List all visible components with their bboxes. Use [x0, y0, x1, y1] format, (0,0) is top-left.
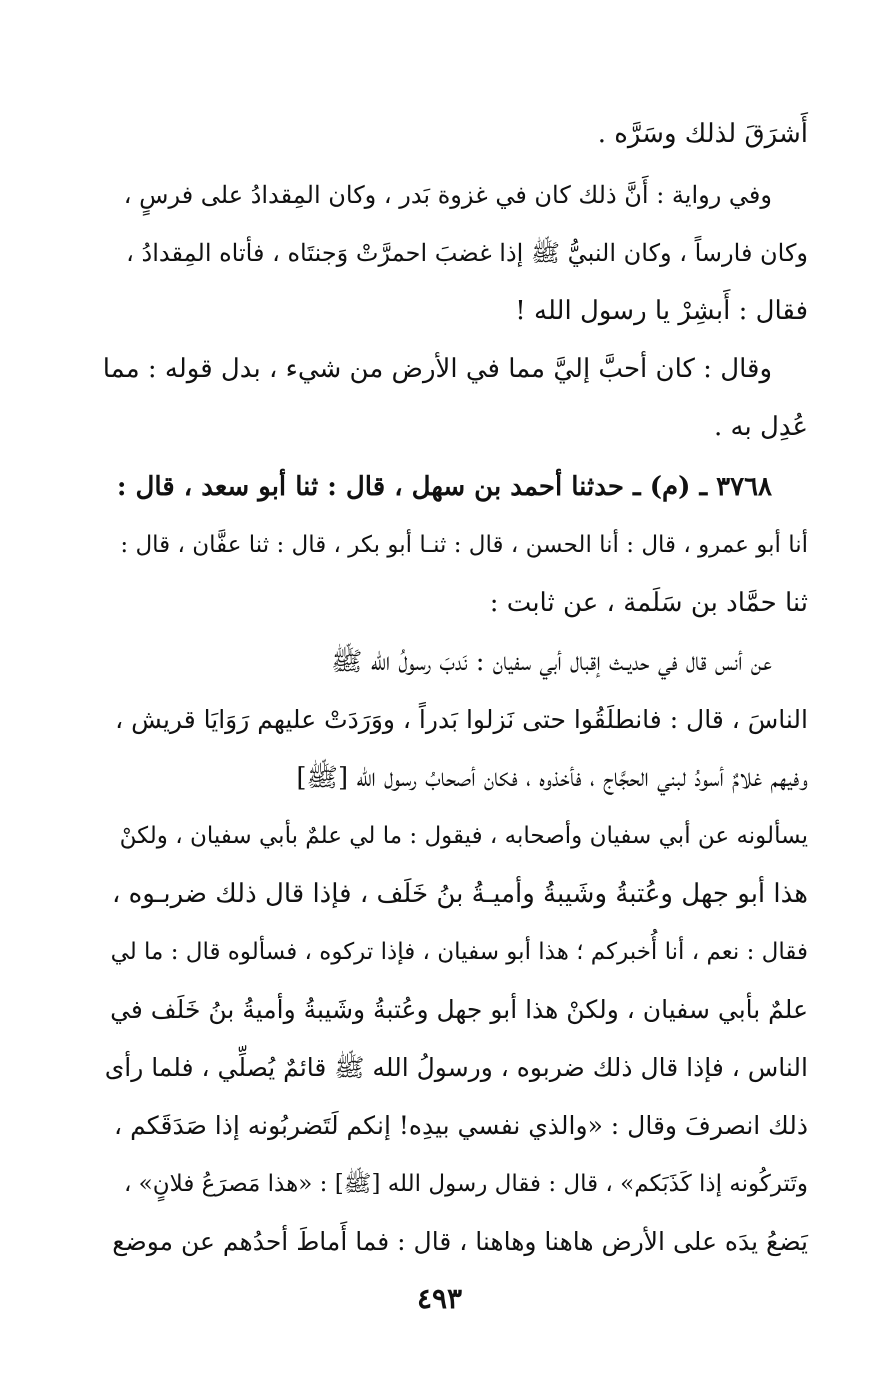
paragraph-1: [100, 105, 808, 163]
paragraph-2: [100, 166, 808, 340]
text-line: وقال : كان أحبَّ إليَّ مما في الأرض من شيء ، بدل قوله : مما: [102, 354, 772, 384]
page-number: ٤٩٣: [416, 1282, 463, 1315]
text-line: يَضعُ يدَه على الأرض هاهنا وهاهنا ، قال : فما أَماطَ أحدُهم عن موضع: [112, 1227, 808, 1256]
text-line: هذا أبو جهل وعُتبةُ وشَيبةُ وأميـةُ بنُ خَلَف ، فإذا قال ذلك ضربـوه ،: [112, 879, 808, 909]
text-line: وتَتركُونه إذا كَذَبَكم» ، قال : فقال رسول الله [ﷺ] : «هذا مَصرَعُ فلانٍ» ،: [123, 1171, 808, 1197]
text-line: عُدِل به .: [713, 412, 808, 442]
text-line: فقال : أَبشِرْ يا رسول الله !: [515, 296, 808, 326]
text-line: علمٌ بأبي سفيان ، ولكنْ هذا أبو جهل وعُتبةُ وشَيبةُ وأميةُ بنُ خَلَف في: [110, 995, 808, 1024]
text-line: ثنا حمَّاد بن سَلَمة ، عن ثابت :: [489, 588, 808, 618]
text-line: الناسَ ، قال : فانطلَقُوا حتى نَزلوا بَدراً ، ووَرَدَتْ عليهم رَوَايَا قريش ،: [115, 705, 808, 734]
text-line: أَشرَقَ لذلك وسَرَّه .: [597, 119, 808, 149]
text-line: وفيهم غلامٌ أسودُ لبني الحجَّاج ، فأخذوه ، فكان أصحابُ رسول الله [ﷺ]: [296, 763, 808, 793]
paragraph-3: [100, 340, 808, 456]
text-line: ٣٧٦٨ ـ (م) ـ حدثنا أحمد بن سهل ، قال : ثنا أبو سعد ، قال :: [116, 472, 772, 502]
text-line: يسألونه عن أبي سفيان وأصحابه ، فيقول : ما لي علمٌ بأبي سفيان ، ولكنْ: [119, 823, 808, 849]
text-line: وفي رواية : أَنَّ ذلك كان في غزوة بَدر ، وكان المِقدادُ على فرسٍ ،: [123, 181, 772, 209]
text-line: أنا أبو عمرو ، قال : أنا الحسن ، قال : ثنـا أبو بكر ، قال : ثنا عفَّان ، قال :: [120, 532, 808, 558]
text-line: ذلك انصرفَ وقال : «والذي نفسي بيدِه! إنكم لَتَضربُونه إذا صَدَقَكم ،: [114, 1111, 808, 1140]
hadith-isnad: [100, 458, 808, 632]
text-line: الناس ، فإذا قال ذلك ضربوه ، ورسولُ الله ﷺ قائمٌ يُصلِّي ، فلما رأى: [104, 1053, 808, 1082]
text-line: عن أنس قال في حديـث إقبال أبي سفيان : نَدبَ رسولُ الله ﷺ: [331, 647, 772, 677]
text-line: فقال : نعم ، أنا أُخبركم ؛ هذا أبو سفيان ، فإذا تركوه ، فسألوه قال : ما لي: [110, 939, 808, 965]
text-line: وكان فارساً ، وكان النبيُّ ﷺ إذا غضبَ احمرَّتْ وَجنتَاه ، فأتاه المِقدادُ ،: [126, 239, 808, 267]
hadith-matn: [100, 633, 808, 1271]
